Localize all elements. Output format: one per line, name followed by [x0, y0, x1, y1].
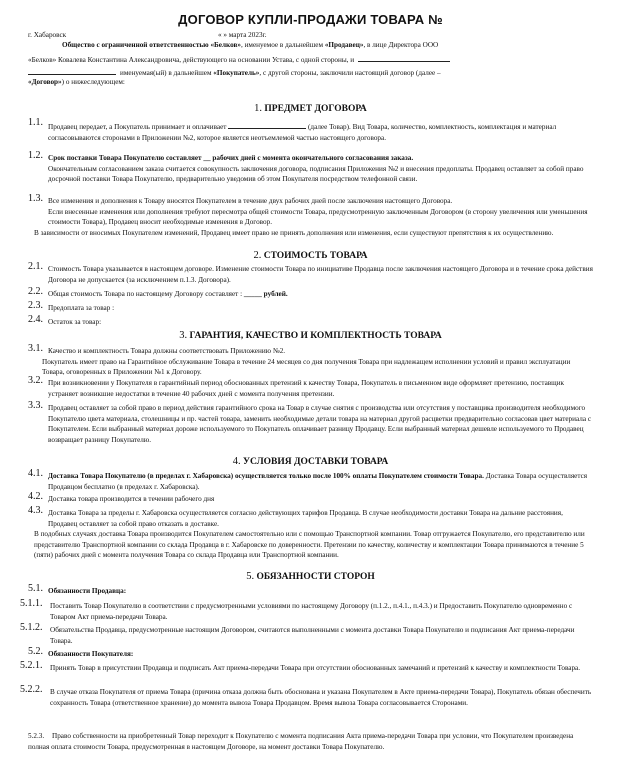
clause-text: (далее Товар). Вид Товара, количество, комплектность, [308, 123, 477, 131]
clause-2-4 [28, 314, 593, 328]
clause-text: Право собственности на приобретенный Товар переходит к Покупателю с момента подписания Акта приема-передачи Товара при условии, что Покупателем произведена полная оплата стоимости Товара, предусмотренная в настоящем Договоре, на момент доставки Товара Покупателю. [28, 732, 574, 751]
clause-text-bold: Доставка Товара Покупателю (в пределах г. Хабаровска) осуществляется только после 100% оплаты Покупателем стоимости Товара. [48, 472, 484, 480]
section-title: СТОИМОСТЬ ТОВАРА [263, 251, 368, 261]
clause-text: Общая стоимость Товара по настоящему Договору составляет : [48, 290, 243, 298]
clause-text: Доставка Товара за пределы г. Хабаровска осуществляется согласно действующих тарифов Продавца. В случае необходимости доставки Товара на дальние расстояния, Продавец оставляет за собой право отказать в доставке. [48, 509, 563, 528]
clause-text: В подобных случаях доставка Товара производится Покупателем самостоятельно или с помощью Транспортной компании. Товар отгружается Покупателю, его представителю или представителю Транспортной компании со склада Продавца в г. Хабаровске по доверенности. Претензии по качеству, количеству и комплектации Товара принимаются в течение 5 (пяти) рабочих дней с момента получения Товара со склада Продавца или Транспортной компании. [34, 530, 585, 559]
section-2-heading [0, 250, 621, 261]
section-number: 4. [232, 456, 241, 467]
clause-text: Поставить Товар Покупателю в соответствии с предусмотренными условиями по настоящему Договору (п.1.2., п.4.1., п.4.3.) и Предоставить Покупателю одновременно с Товаром Акт приема-передачи Товара. [50, 602, 573, 621]
clause-number: 5.2.1. [20, 660, 43, 671]
intro-text: «Белков» Ковалева Константина Александровича, действующего на основании Устава, с одной стороны, и [28, 56, 355, 64]
clause-2-2 [28, 286, 593, 300]
section-title: ПРЕДМЕТ ДОГОВОРА [264, 104, 367, 114]
clause-text: Стоимость Товара указывается в настоящем договоре. Изменение стоимости Товара по инициативе Продавца после заключения настоящего Договора и в течение срока действия Договора не допускается (за исключением п.1.3. Договора). [48, 265, 593, 284]
clause-number: 4.3. [28, 505, 43, 516]
document-title: ДОГОВОР КУПЛИ-ПРОДАЖИ ТОВАРА № [178, 12, 443, 27]
clause-text: Доставка товара производится в течении рабочего дня [48, 495, 215, 503]
intro-text: , в лице Директора ООО [363, 41, 439, 49]
clause-number: 1.3. [28, 193, 43, 204]
clause-2-1 [28, 261, 593, 285]
clause-5-2-1 [20, 660, 593, 674]
clause-text: Окончательным согласованием заказа считается совокупность заключения договора, подписания Приложения №2 и внесения предоплаты. Продавец оставляет за собой право досрочной поставки Товара Покупателю, предварительно уведомив об этом Покупателя посредством телефонной связи. [48, 164, 584, 183]
section-number: 5. [246, 571, 255, 582]
clause-3-1 [28, 343, 593, 378]
clause-text: Остаток за товар: [48, 318, 102, 326]
intro-text: , именуемое в дальнейшем [240, 41, 325, 49]
intro-text: именуемая(ый) в дальнейшем [120, 69, 214, 77]
clause-number: 1.2. [28, 150, 43, 161]
section-number: 1. [254, 103, 263, 114]
intro-line-2 [28, 53, 593, 66]
clause-text-bold: Обязанности Продавца: [48, 587, 127, 595]
section-3-heading [0, 330, 621, 341]
clause-text-bold: Обязанности Покупателя: [48, 650, 134, 658]
clause-number: 3.3. [28, 400, 43, 411]
total-price: _____ рублей. [243, 290, 288, 298]
section-4-heading [0, 456, 621, 467]
clause-5-2-3 [28, 731, 593, 752]
clause-number: 1.1. [28, 117, 43, 128]
clause-number: 2.4. [28, 314, 43, 325]
clause-number: 4.1. [28, 468, 43, 479]
contract-label: «Договор» [28, 78, 62, 86]
intro-line-4 [28, 77, 593, 88]
clause-number: 3.1. [28, 343, 43, 354]
clause-5-1-1 [20, 598, 593, 622]
clause-number: 2.3. [28, 300, 43, 311]
intro-text: , с другой стороны, заключили настоящий договор (далее – [259, 69, 441, 77]
buyer-label: «Покупатель» [213, 69, 260, 77]
clause-text: Обязательства Продавца, предусмотренные настоящим Договором, считаются выполненными с момента доставки Товара Покупателю и подписания Акт приема-передачи Товара. [50, 626, 575, 645]
clause-text: Продавец передает, а Покупатель принимает и оплачивает [48, 123, 227, 131]
clause-text: В случае отказа Покупателя от приема Товара (причина отказа должна быть обоснована и указана Покупателем в Акте приема-передачи Товара), Покупатель обязан обеспечить сохранность Товара (ответственное хранение) до момента вывоза Товара Продавцом. Время вывоза Товара согласовывается Сторонами. [50, 688, 592, 707]
date: « » марта 2023г. [218, 31, 267, 39]
clause-number: 5.2.2. [20, 684, 43, 695]
clause-3-3 [28, 400, 593, 445]
clause-text: Доставка Товара осуществляется Продавцом бесплатно (в пределах г. Хабаровска). [48, 472, 588, 491]
clause-5-2 [28, 646, 593, 660]
clause-1-1 [28, 117, 593, 143]
clause-4-3 [28, 505, 593, 561]
blank-line [28, 66, 116, 75]
clause-text: При возникновении у Покупателя в гарантийный период обоснованных претензий к качеству Товара, Покупатель в письменном виде оформляет претензию, поставщик устраняет возникшие недостатки в течение 40 рабочих дней с момента получения претензии. [48, 379, 565, 398]
intro-line-1 [62, 40, 593, 51]
clause-text: Предоплата за товар : [48, 304, 115, 312]
clause-5-1-2 [20, 622, 593, 646]
clause-number: 5.2.3. [28, 732, 45, 740]
clause-text-bold: Срок поставки Товара Покупателю составляет __ рабочих дней с момента окончательного согласования заказа. [48, 154, 414, 162]
clause-1-3 [28, 193, 593, 238]
clause-text: комплектация и материал согласовываются сторонами в Приложении №2, которое является неотъемлемой частью настоящего договора. [48, 123, 557, 142]
clause-number: 2.1. [28, 261, 43, 272]
clause-text: Продавец оставляет за собой право в период действия гарантийного срока на Товар в случае снятия с производства или отсутствия у поставщика производителя необходимого Покупателю цвета материала, столешницы и пр. частей товара, заменить необходимые детали товара на материал другой расцветки предварительно согласовав цвет материала с Покупателем. Если выбранный материал дороже используемого то Покупатель оплачивает разницу Продавцу. Если выбранный материал дешевле используемого то Продавец возвращает разницу Покупателю. [48, 404, 592, 444]
blank-line [358, 53, 450, 62]
clause-text: В зависимости от вносимых Покупателем изменений, Продавец имеет право не принять дополнения или изменения, если существуют препятствия к их осуществлению. [34, 228, 554, 237]
clause-4-1 [28, 468, 593, 492]
clause-4-2 [28, 491, 593, 505]
clause-number: 5.1.2. [20, 622, 43, 633]
clause-number: 2.2. [28, 286, 43, 297]
clause-5-2-2 [20, 684, 593, 708]
section-number: 2. [253, 250, 262, 261]
section-title: УСЛОВИЯ ДОСТАВКИ ТОВАРА [242, 457, 389, 467]
clause-number: 5.1.1. [20, 598, 43, 609]
city: г. Хабаровск [28, 31, 67, 39]
clause-number: 5.2. [28, 646, 43, 657]
clause-number: 5.1. [28, 583, 43, 594]
intro-text: ) о нижеследующем: [61, 78, 125, 86]
clause-text: Покупатель имеет право на Гарантийное обслуживание Товара в течение 24 месяцев со дня получения Товара при надлежащем исполнении условий и правил эксплуатации Товара, оговоренных в Приложении №1 к Договору. [42, 357, 571, 376]
city-date-line [28, 30, 593, 41]
section-5-heading [0, 571, 621, 582]
clause-text: Если внесенные изменения или дополнения требуют пересмотра общей стоимости Товара, предусмотренную заключенным Договором (в сторону увеличения или уменьшения стоимости Товара), Продавец вносит необходимые изменения в Договор. [48, 207, 588, 226]
clause-5-1 [28, 583, 593, 597]
seller-label: «Продавец» [324, 41, 364, 49]
clause-text: Качество и комплектность Товара должны соответствовать Приложению №2. [48, 347, 286, 355]
seller-company: Общество с ограниченной ответственностью «Белков» [62, 41, 241, 49]
section-title: ОБЯЗАННОСТИ СТОРОН [256, 572, 375, 582]
clause-number: 3.2. [28, 375, 43, 386]
clause-text: Принять Товар в присутствии Продавца и подписать Акт приема-передачи Товара при отсутствии обоснованных замечаний и претензий к качеству и комплектности Товара. [50, 664, 581, 672]
section-title: ГАРАНТИЯ, КАЧЕСТВО И КОМПЛЕКТНОСТЬ ТОВАРА [189, 331, 442, 341]
clause-2-3 [28, 300, 593, 314]
clause-1-2 [28, 150, 593, 185]
clause-text: Все изменения и дополнения к Товару вносятся Покупателем в течение двух рабочих дней после заключения настоящего Договора. [48, 197, 453, 205]
clause-number: 4.2. [28, 491, 43, 502]
blank-line [228, 120, 306, 129]
section-number: 3. [179, 330, 188, 341]
section-1-heading [0, 103, 621, 114]
clause-3-2 [28, 375, 593, 399]
